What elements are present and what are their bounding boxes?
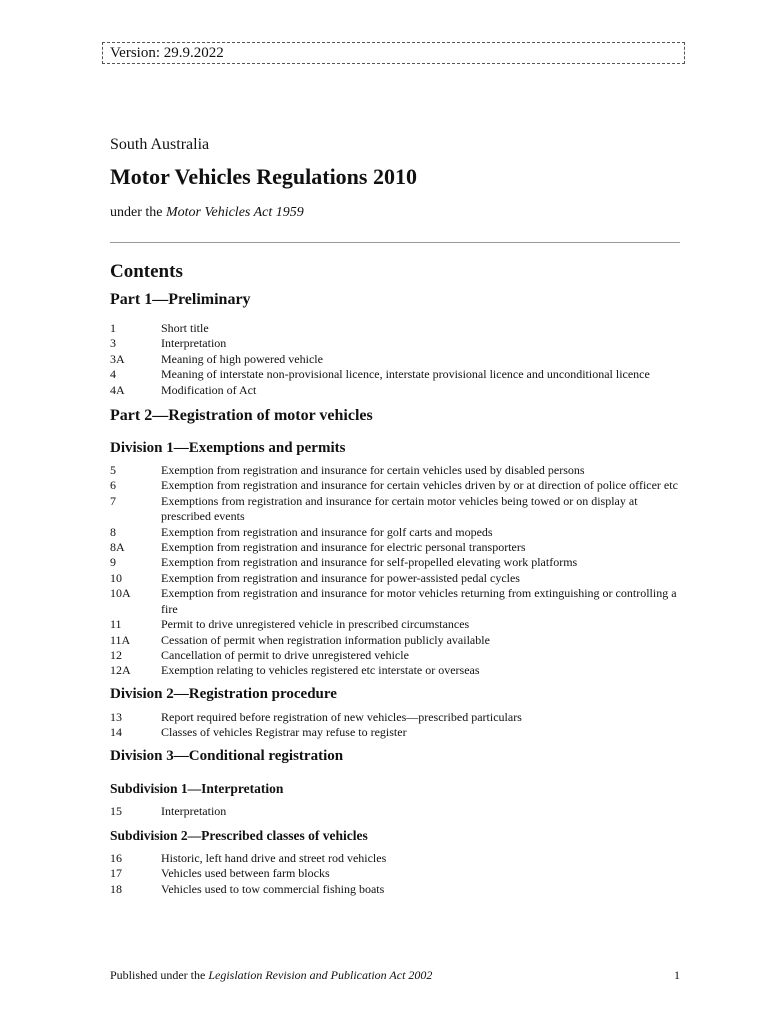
part-1-entries (110, 321, 680, 398)
enabling-act-line (110, 205, 304, 221)
division-2-entries (110, 710, 680, 741)
toc-entry[interactable] (110, 633, 680, 648)
division-3-heading[interactable]: Division 3—Conditional registration (110, 747, 344, 764)
title-divider (110, 242, 680, 243)
toc-entry-number: 3A (110, 351, 125, 366)
subdivision-1-heading[interactable]: Subdivision 1—Interpretation (110, 780, 284, 796)
toc-entry-number: 9 (110, 555, 116, 570)
subdivision-2-heading[interactable]: Subdivision 2—Prescribed classes of vehicles (110, 827, 368, 843)
toc-entry-title: Exemption from registration and insurance for power-assisted pedal cycles (161, 570, 520, 585)
toc-entry-number: 1 (110, 321, 116, 335)
toc-entry[interactable] (110, 352, 680, 367)
toc-entry-title: Exemptions from registration and insurance for certain motor vehicles being towed or on display at prescribed events (161, 493, 638, 524)
toc-entry[interactable] (110, 882, 680, 897)
toc-entry-number: 15 (110, 803, 122, 818)
toc-entry-title: Report required before registration of new vehicles—prescribed particulars (161, 709, 522, 724)
toc-entry-title: Historic, left hand drive and street rod vehicles (161, 850, 387, 865)
toc-entry-title: Exemption from registration and insurance for certain vehicles used by disabled persons (161, 463, 585, 478)
subdivision-2-entries (110, 851, 680, 897)
toc-entry[interactable] (110, 321, 680, 336)
toc-entry-number: 8 (110, 524, 116, 539)
page-footer (110, 968, 680, 983)
toc-entry-number: 3 (110, 336, 116, 351)
toc-entry-title: Exemption from registration and insurance for certain vehicles driven by or at direction of police officer etc (161, 478, 678, 493)
document-title: Motor Vehicles Regulations 2010 (110, 164, 417, 189)
toc-entry[interactable] (110, 383, 680, 398)
toc-entry[interactable] (110, 648, 680, 663)
toc-entry[interactable] (110, 586, 680, 617)
table-of-contents (110, 290, 680, 897)
toc-entry[interactable] (110, 725, 680, 740)
toc-entry-title: Vehicles used between farm blocks (161, 866, 330, 881)
footer-act-name: Legislation Revision and Publication Act 2002 (208, 968, 433, 982)
footer-prefix: Published under the (110, 968, 209, 982)
toc-entry-number: 6 (110, 478, 116, 493)
toc-entry-number: 11A (110, 632, 131, 647)
toc-entry[interactable] (110, 478, 680, 493)
toc-entry[interactable] (110, 555, 680, 570)
toc-entry-title: Interpretation (161, 336, 227, 351)
toc-entry-title: Exemption from registration and insurance for self-propelled elevating work platforms (161, 555, 578, 570)
toc-entry[interactable] (110, 866, 680, 881)
toc-entry-number: 13 (110, 709, 122, 724)
toc-entry-title: Exemption from registration and insurance for electric personal transporters (161, 540, 526, 555)
toc-entry-title: Exemption relating to vehicles registered etc interstate or overseas (161, 663, 480, 678)
toc-entry-number: 12 (110, 647, 122, 662)
toc-entry[interactable] (110, 336, 680, 351)
contents-heading: Contents (110, 261, 183, 282)
toc-entry[interactable] (110, 540, 680, 555)
toc-entry-number: 4A (110, 382, 125, 397)
toc-entry-number: 8A (110, 540, 125, 555)
division-2-heading[interactable]: Division 2—Registration procedure (110, 685, 337, 702)
toc-entry-number: 12A (110, 663, 131, 678)
footer-publication-note (110, 968, 432, 983)
enabling-act-prefix: under the (110, 205, 166, 220)
toc-entry[interactable] (110, 494, 680, 525)
part-2-heading[interactable]: Part 2—Registration of motor vehicles (110, 407, 373, 425)
toc-entry-title: Meaning of interstate non-provisional licence, interstate provisional licence and unconditional licence (161, 367, 650, 382)
toc-entry[interactable] (110, 367, 680, 382)
toc-entry[interactable] (110, 571, 680, 586)
toc-entry-number: 18 (110, 881, 122, 896)
toc-entry-title: Short title (161, 321, 209, 335)
toc-entry-title: Classes of vehicles Registrar may refuse to register (161, 725, 407, 740)
toc-entry[interactable] (110, 710, 680, 725)
toc-entry-title: Modification of Act (161, 382, 257, 397)
toc-entry[interactable] (110, 663, 680, 678)
toc-entry[interactable] (110, 525, 680, 540)
toc-entry-title: Cancellation of permit to drive unregistered vehicle (161, 647, 409, 662)
toc-entry-number: 7 (110, 493, 116, 508)
toc-entry-title: Exemption from registration and insurance for golf carts and mopeds (161, 524, 493, 539)
toc-entry-title: Interpretation (161, 803, 227, 818)
enabling-act-name: Motor Vehicles Act 1959 (165, 205, 304, 220)
subdivision-1-entries (110, 804, 680, 819)
toc-entry[interactable] (110, 463, 680, 478)
toc-entry-number: 4 (110, 367, 116, 382)
division-1-entries (110, 463, 680, 679)
toc-entry[interactable] (110, 851, 680, 866)
toc-entry-number: 14 (110, 725, 122, 740)
toc-entry[interactable] (110, 617, 680, 632)
toc-entry-title: Vehicles used to tow commercial fishing boats (161, 881, 385, 896)
division-1-heading[interactable]: Division 1—Exemptions and permits (110, 440, 346, 457)
toc-entry-title: Meaning of high powered vehicle (161, 351, 323, 366)
toc-entry-number: 5 (110, 463, 116, 478)
jurisdiction: South Australia (110, 136, 210, 153)
toc-entry-number: 10A (110, 586, 131, 601)
toc-entry-number: 17 (110, 866, 122, 881)
toc-entry-title: Permit to drive unregistered vehicle in prescribed circumstances (161, 617, 470, 632)
page-number: 1 (674, 968, 680, 982)
toc-entry-number: 16 (110, 850, 122, 865)
part-1-heading[interactable]: Part 1—Preliminary (110, 291, 251, 308)
version-label: Version: 29.9.2022 (102, 42, 685, 64)
toc-entry-title: Exemption from registration and insurance for motor vehicles returning from extinguishing or controlling a fire (161, 586, 677, 616)
toc-entry[interactable] (110, 804, 680, 819)
toc-entry-title: Cessation of permit when registration information publicly available (161, 632, 490, 647)
toc-entry-number: 11 (110, 617, 122, 632)
toc-entry-number: 10 (110, 570, 122, 585)
